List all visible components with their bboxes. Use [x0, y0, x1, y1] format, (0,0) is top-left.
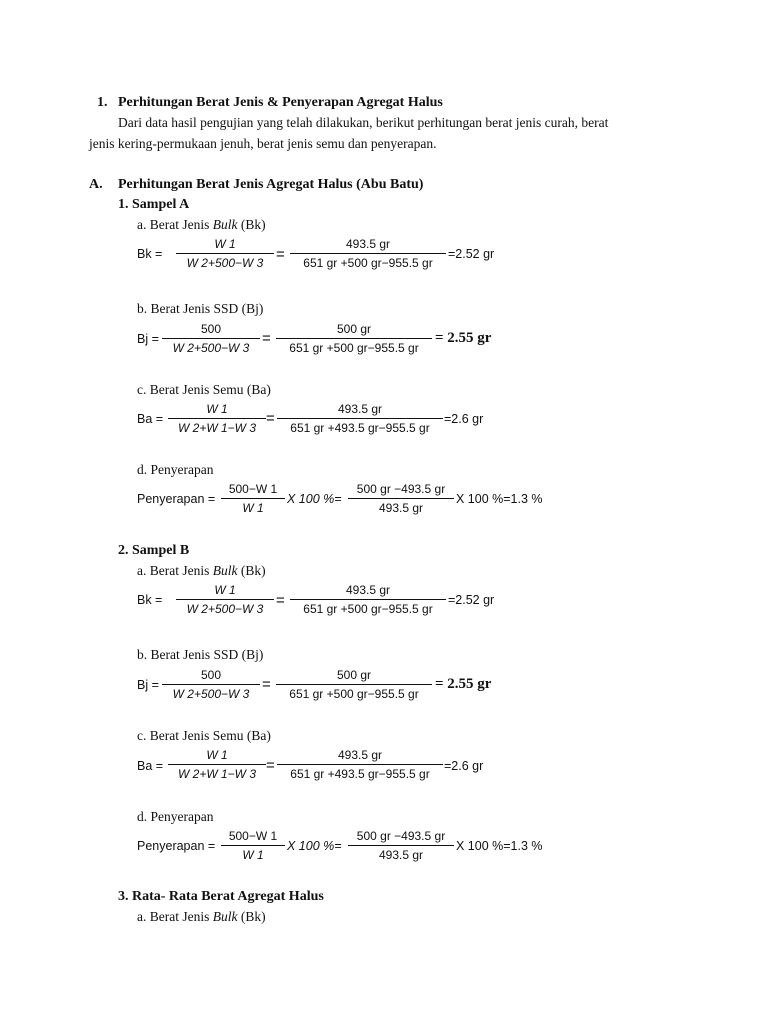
ba-label: c. Berat Jenis Semu (Ba): [137, 728, 271, 743]
pen-label: d. Penyerapan: [137, 809, 214, 824]
section-3-title: 3. Rata- Rata Berat Agregat Halus: [118, 889, 324, 904]
section-a-title: Perhitungan Berat Jenis Agregat Halus (Abu Batu): [118, 177, 424, 192]
bk-result: =2.52 gr: [448, 247, 495, 261]
section-3-bk-label: a. Berat Jenis Bulk (Bk): [137, 909, 266, 924]
ba-lhs: Ba =: [137, 759, 164, 773]
bj-equals: =: [262, 330, 271, 347]
pen-fraction-numeric: 500 gr −493.5 gr 493.5 gr: [348, 482, 454, 515]
bk-label: a. Berat Jenis Bulk (Bk): [137, 563, 266, 578]
bj-lhs: Bj =: [137, 332, 159, 346]
ba-result: =2.6 gr: [444, 759, 484, 773]
bj-lhs: Bj =: [137, 678, 159, 692]
ba-equals: =: [266, 757, 275, 774]
heading-number: 1.: [97, 95, 108, 110]
bk-equals: =: [276, 246, 285, 263]
pen-fraction-symbolic: 500−W 1 W 1: [221, 482, 285, 515]
bj-result: = 2.55 gr: [435, 676, 492, 692]
pen-fraction-symbolic: 500−W 1 W 1: [221, 829, 285, 862]
bj-result: = 2.55 gr: [435, 330, 492, 346]
bj-equals: =: [262, 676, 271, 693]
bk-fraction-symbolic: W 1 W 2+500−W 3: [176, 583, 274, 616]
bj-fraction-numeric: 500 gr 651 gr +500 gr−955.5 gr: [276, 668, 432, 701]
pen-label: d. Penyerapan: [137, 462, 214, 477]
ba-fraction-symbolic: W 1 W 2+W 1−W 3: [168, 402, 266, 435]
pen-fraction-numeric: 500 gr −493.5 gr 493.5 gr: [348, 829, 454, 862]
pen-result: X 100 %=1.3 %: [456, 492, 543, 506]
ba-result: =2.6 gr: [444, 412, 484, 426]
bk-equals: =: [276, 592, 285, 609]
bk-result: =2.52 gr: [448, 593, 495, 607]
bj-fraction-symbolic: 500 W 2+500−W 3: [162, 668, 260, 701]
ba-fraction-numeric: 493.5 gr 651 gr +493.5 gr−955.5 gr: [277, 748, 443, 781]
bk-lhs: Bk =: [137, 247, 163, 261]
heading-title: Perhitungan Berat Jenis & Penyerapan Agregat Halus: [118, 95, 443, 110]
section-a-letter: A.: [89, 177, 103, 192]
bj-fraction-numeric: 500 gr 651 gr +500 gr−955.5 gr: [276, 322, 432, 355]
bk-fraction-numeric: 493.5 gr 651 gr +500 gr−955.5 gr: [290, 237, 446, 270]
ba-equals: =: [266, 410, 275, 427]
ba-lhs: Ba =: [137, 412, 164, 426]
intro-line-1: Dari data hasil pengujian yang telah dilakukan, berikut perhitungan berat jenis curah, berat: [118, 115, 609, 130]
sample-title: 1. Sampel A: [118, 197, 190, 212]
pen-multiplier: X 100 %=: [287, 839, 342, 853]
bk-label: a. Berat Jenis Bulk (Bk): [137, 217, 266, 232]
bj-fraction-symbolic: 500 W 2+500−W 3: [162, 322, 260, 355]
ba-label: c. Berat Jenis Semu (Ba): [137, 382, 271, 397]
pen-result: X 100 %=1.3 %: [456, 839, 543, 853]
bk-fraction-numeric: 493.5 gr 651 gr +500 gr−955.5 gr: [290, 583, 446, 616]
bj-label: b. Berat Jenis SSD (Bj): [137, 301, 264, 316]
bk-fraction-symbolic: W 1 W 2+500−W 3: [176, 237, 274, 270]
pen-lhs: Penyerapan =: [137, 839, 216, 853]
bk-lhs: Bk =: [137, 593, 163, 607]
ba-fraction-numeric: 493.5 gr 651 gr +493.5 gr−955.5 gr: [277, 402, 443, 435]
sample-title: 2. Sampel B: [118, 543, 190, 558]
intro-line-2: jenis kering-permukaan jenuh, berat jenis semu dan penyerapan.: [89, 136, 437, 151]
ba-fraction-symbolic: W 1 W 2+W 1−W 3: [168, 748, 266, 781]
pen-multiplier: X 100 %=: [287, 492, 342, 506]
bj-label: b. Berat Jenis SSD (Bj): [137, 647, 264, 662]
pen-lhs: Penyerapan =: [137, 492, 216, 506]
